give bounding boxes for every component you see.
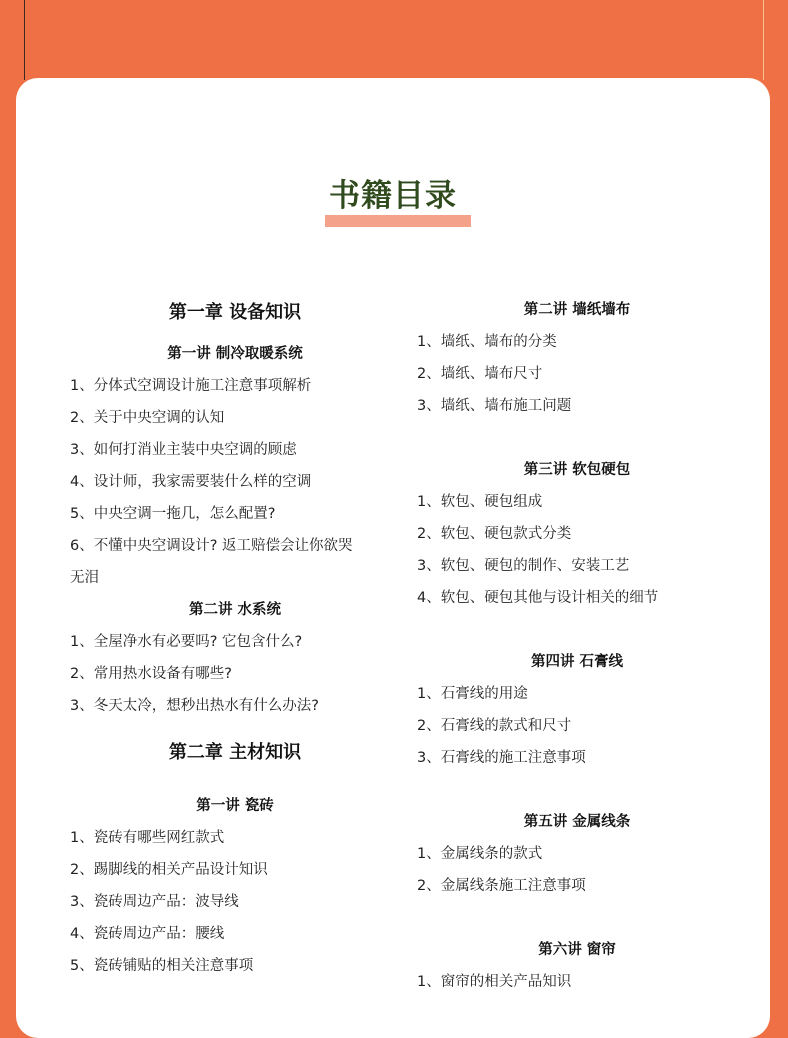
toc-item: 1、软包、硬包组成 — [417, 494, 543, 510]
toc-item: 5、瓷砖铺贴的相关注意事项 — [70, 958, 254, 974]
toc-item: 6、不懂中央空调设计? 返工赔偿会让你欲哭 — [70, 538, 353, 554]
toc-item: 3、软包、硬包的制作、安装工艺 — [417, 558, 630, 574]
lecture-heading: 第二讲 墙纸墙布 — [523, 302, 631, 318]
toc-item: 2、墙纸、墙布尺寸 — [417, 366, 543, 382]
toc-item: 3、冬天太冷，想秒出热水有什么办法? — [70, 698, 319, 714]
toc-item: 1、墙纸、墙布的分类 — [417, 334, 557, 350]
page-title: 书籍目录 — [329, 178, 457, 214]
toc-item: 2、关于中央空调的认知 — [70, 410, 225, 426]
toc-item: 1、全屋净水有必要吗? 它包含什么? — [70, 634, 303, 650]
toc-item: 3、墙纸、墙布施工问题 — [417, 398, 572, 414]
right-divider-line — [763, 0, 764, 80]
toc-item: 3、石膏线的施工注意事项 — [417, 750, 586, 766]
toc-item: 无泪 — [70, 570, 99, 586]
toc-item: 1、石膏线的用途 — [417, 686, 528, 702]
toc-item: 4、瓷砖周边产品：腰线 — [70, 926, 225, 942]
toc-item: 4、软包、硬包其他与设计相关的细节 — [417, 590, 659, 606]
toc-item: 2、踢脚线的相关产品设计知识 — [70, 862, 268, 878]
lecture-heading: 第四讲 石膏线 — [530, 654, 624, 670]
title-highlight-bar — [325, 215, 471, 227]
lecture-heading: 第六讲 窗帘 — [538, 942, 616, 958]
title-block — [16, 170, 770, 215]
toc-item: 2、常用热水设备有哪些? — [70, 666, 232, 682]
toc-item: 1、瓷砖有哪些网红款式 — [70, 830, 225, 846]
lecture-heading: 第二讲 水系统 — [188, 602, 282, 618]
toc-card — [16, 78, 770, 1038]
toc-item: 2、石膏线的款式和尺寸 — [417, 718, 572, 734]
toc-item: 5、中央空调一拖几，怎么配置? — [70, 506, 276, 522]
lecture-heading: 第一讲 瓷砖 — [196, 798, 274, 814]
toc-item: 3、瓷砖周边产品：波导线 — [70, 894, 239, 910]
toc-item: 2、软包、硬包款式分类 — [417, 526, 572, 542]
lecture-heading: 第三讲 软包硬包 — [523, 462, 631, 478]
lecture-heading: 第五讲 金属线条 — [523, 814, 631, 830]
toc-item: 4、设计师，我家需要装什么样的空调 — [70, 474, 312, 490]
toc-item: 1、窗帘的相关产品知识 — [417, 974, 572, 990]
toc-item: 1、分体式空调设计施工注意事项解析 — [70, 378, 312, 394]
chapter-heading: 第一章 设备知识 — [168, 302, 302, 323]
toc-item: 1、金属线条的款式 — [417, 846, 543, 862]
chapter-heading: 第二章 主材知识 — [168, 742, 302, 763]
toc-item: 3、如何打消业主装中央空调的顾虑 — [70, 442, 297, 458]
lecture-heading: 第一讲 制冷取暖系统 — [167, 346, 303, 362]
left-divider-line — [24, 0, 25, 80]
toc-item: 2、金属线条施工注意事项 — [417, 878, 586, 894]
